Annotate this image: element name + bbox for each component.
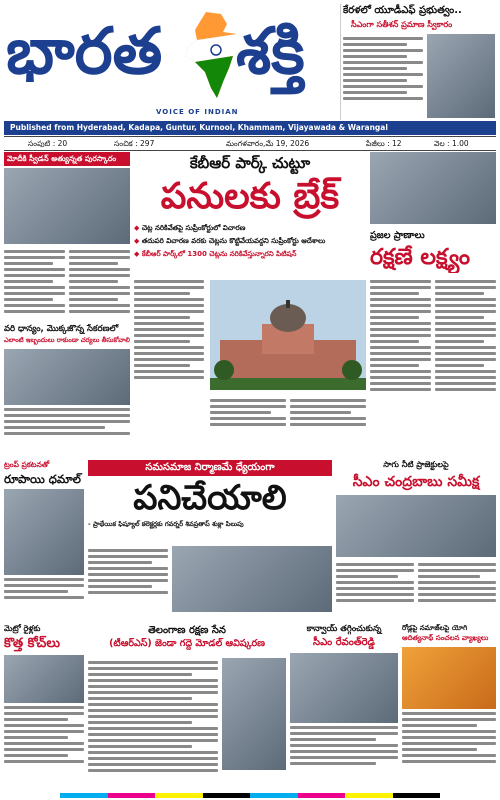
safety-photo bbox=[370, 152, 496, 224]
lead-headline: పనులకు బ్రేక్ bbox=[160, 176, 340, 217]
masthead-tagline: VOICE OF INDIAN bbox=[156, 108, 239, 116]
cbn-text bbox=[336, 560, 496, 605]
modi-headline: మోదీకి స్వీడన్ అత్యున్నత పురస్కారం bbox=[4, 152, 130, 166]
yogi-kicker: రోడ్లపై నమాజ్‌లపై యోగి bbox=[402, 624, 468, 632]
masthead-title-right: శక్తి bbox=[236, 14, 305, 89]
yogi-story[interactable] bbox=[402, 624, 496, 792]
samasamaja-headline: పనిచేయాలి bbox=[133, 478, 287, 518]
trump-headline: రూపాయి ధమాల్ bbox=[4, 472, 81, 486]
cbn-headline: సీఎం చంద్రబాబు సమీక్ష bbox=[352, 474, 480, 490]
tgrs-story[interactable] bbox=[88, 624, 286, 792]
convoy-text bbox=[290, 726, 398, 765]
samasamaja-subhead: - ప్రాథేయిక ఫిష్యూల్ కలెక్టర్లకు గవర్నర్ శివప్రతాప్ శుక్లా పిలుపు bbox=[88, 520, 244, 528]
lead-bullet-2: ◆ తదుపరి విచారణ వరకు చెట్లను కొట్టివేయవద్దని సుప్రీంకోర్టు ఆదేశాలు bbox=[134, 237, 326, 245]
color-strip bbox=[60, 793, 440, 798]
date-label: మంగళవారం,మే 19, 2026 bbox=[226, 139, 310, 148]
trump-story[interactable] bbox=[4, 460, 84, 616]
tgrs-subhead: (టీఆర్ఎస్) జెండా గద్దె మోడల్ ఆవిష్కరణ bbox=[109, 638, 265, 649]
volume-label: సంపుటి : 20 bbox=[28, 139, 68, 148]
convoy-story[interactable] bbox=[290, 624, 398, 792]
pages-label: పేజీలు : 12 bbox=[366, 139, 402, 148]
safety-kicker: ప్రజల ప్రాణాలు bbox=[370, 230, 425, 241]
lead-text-left bbox=[134, 277, 204, 382]
metro-text bbox=[4, 706, 84, 763]
lead-text-bottom bbox=[210, 396, 366, 429]
lead-kicker: కేబీఆర్ పార్క్ చుట్టూ bbox=[189, 154, 311, 172]
tgrs-photo bbox=[222, 658, 286, 770]
tgrs-text bbox=[88, 658, 218, 775]
lead-bullet-3: ◆ కేబీఆర్ పార్క్‌లో 1300 చెట్లను నరికివేస్తున్నారని పిటిషన్ bbox=[134, 250, 297, 258]
metro-headline: కొత్త కోచ్‌లు bbox=[4, 636, 61, 651]
modi-photo bbox=[4, 168, 130, 244]
safety-story[interactable] bbox=[370, 152, 496, 454]
publish-bar bbox=[4, 121, 496, 135]
kerala-photo bbox=[427, 34, 495, 118]
convoy-headline: సీఎం రేవంత్‌రెడ్డి bbox=[313, 637, 375, 648]
trump-text bbox=[4, 578, 84, 599]
kerala-story[interactable] bbox=[340, 4, 497, 120]
masthead-title-left: భారత bbox=[6, 14, 163, 89]
bullet-icon: ◆ bbox=[134, 237, 140, 245]
safety-text bbox=[370, 277, 496, 394]
kerala-headline: కేరళలో యూడీఎఫ్ ప్రభుత్వం.. bbox=[343, 5, 462, 16]
metro-photo bbox=[4, 655, 84, 703]
metro-story[interactable] bbox=[4, 624, 84, 792]
publish-line: Published from Hyderabad, Kadapa, Guntur, Kurnool, Khammam, Vijayawada & Warangal bbox=[10, 123, 388, 132]
paddy-headline: వరి ధాన్యం, మొక్కజొన్న సేకరణలో bbox=[4, 324, 119, 334]
samasamaja-photo bbox=[172, 546, 332, 612]
metro-kicker: మెట్రో రైళ్లకు bbox=[4, 624, 41, 633]
price-label: వెల : 1.00 bbox=[434, 139, 469, 148]
kerala-text bbox=[343, 34, 423, 103]
safety-headline: రక్షణే లక్ష్యం bbox=[370, 245, 470, 270]
lead-bullet-1: ◆ చెట్ల నరికివేతపై సుప్రీంకోర్టులో విచారణ bbox=[134, 224, 246, 232]
cbn-story[interactable] bbox=[336, 460, 496, 616]
cbn-photo bbox=[336, 495, 496, 557]
cbn-kicker: సాగు నీటి ప్రాజెక్టులపై bbox=[383, 460, 449, 469]
paddy-text bbox=[4, 408, 130, 435]
convoy-kicker: కాన్వాయ్ తగ్గించుకున్న bbox=[306, 624, 382, 634]
masthead bbox=[6, 4, 341, 120]
yogi-photo bbox=[402, 647, 496, 709]
bullet-icon: ◆ bbox=[134, 224, 140, 232]
convoy-photo bbox=[290, 653, 398, 723]
tgrs-headline: తెలంగాణ రక్షణ సేన bbox=[148, 625, 226, 636]
dateline-bar bbox=[4, 136, 496, 151]
trump-photo bbox=[4, 489, 84, 575]
samasamaja-kicker: సమసమాజ నిర్మాణమే ధ్యేయంగా bbox=[88, 460, 332, 476]
kerala-subhead: సీఎంగా సతీశన్ ప్రమాణ స్వీకారం bbox=[351, 20, 453, 29]
modi-story[interactable] bbox=[4, 152, 130, 454]
supreme-court-photo bbox=[210, 280, 366, 390]
paddy-photo bbox=[4, 349, 130, 405]
issue-label: సంచిక : 297 bbox=[114, 139, 155, 148]
samasamaja-story[interactable] bbox=[88, 460, 332, 616]
modi-text bbox=[4, 247, 130, 316]
samasamaja-text bbox=[88, 546, 168, 597]
paddy-subhead: ఎలాంటి ఇబ్బందులు రాకుండా చర్యలు తీసుకోవాలి bbox=[4, 336, 130, 344]
lead-story[interactable] bbox=[134, 152, 366, 454]
yogi-headline: ఆదిత్యనాథ్ సంచలన వ్యాఖ్యలు bbox=[402, 634, 489, 642]
yogi-text bbox=[402, 712, 496, 763]
bullet-icon: ◆ bbox=[134, 250, 140, 258]
trump-kicker: ట్రంప్ ప్రకటనతో bbox=[4, 460, 50, 469]
